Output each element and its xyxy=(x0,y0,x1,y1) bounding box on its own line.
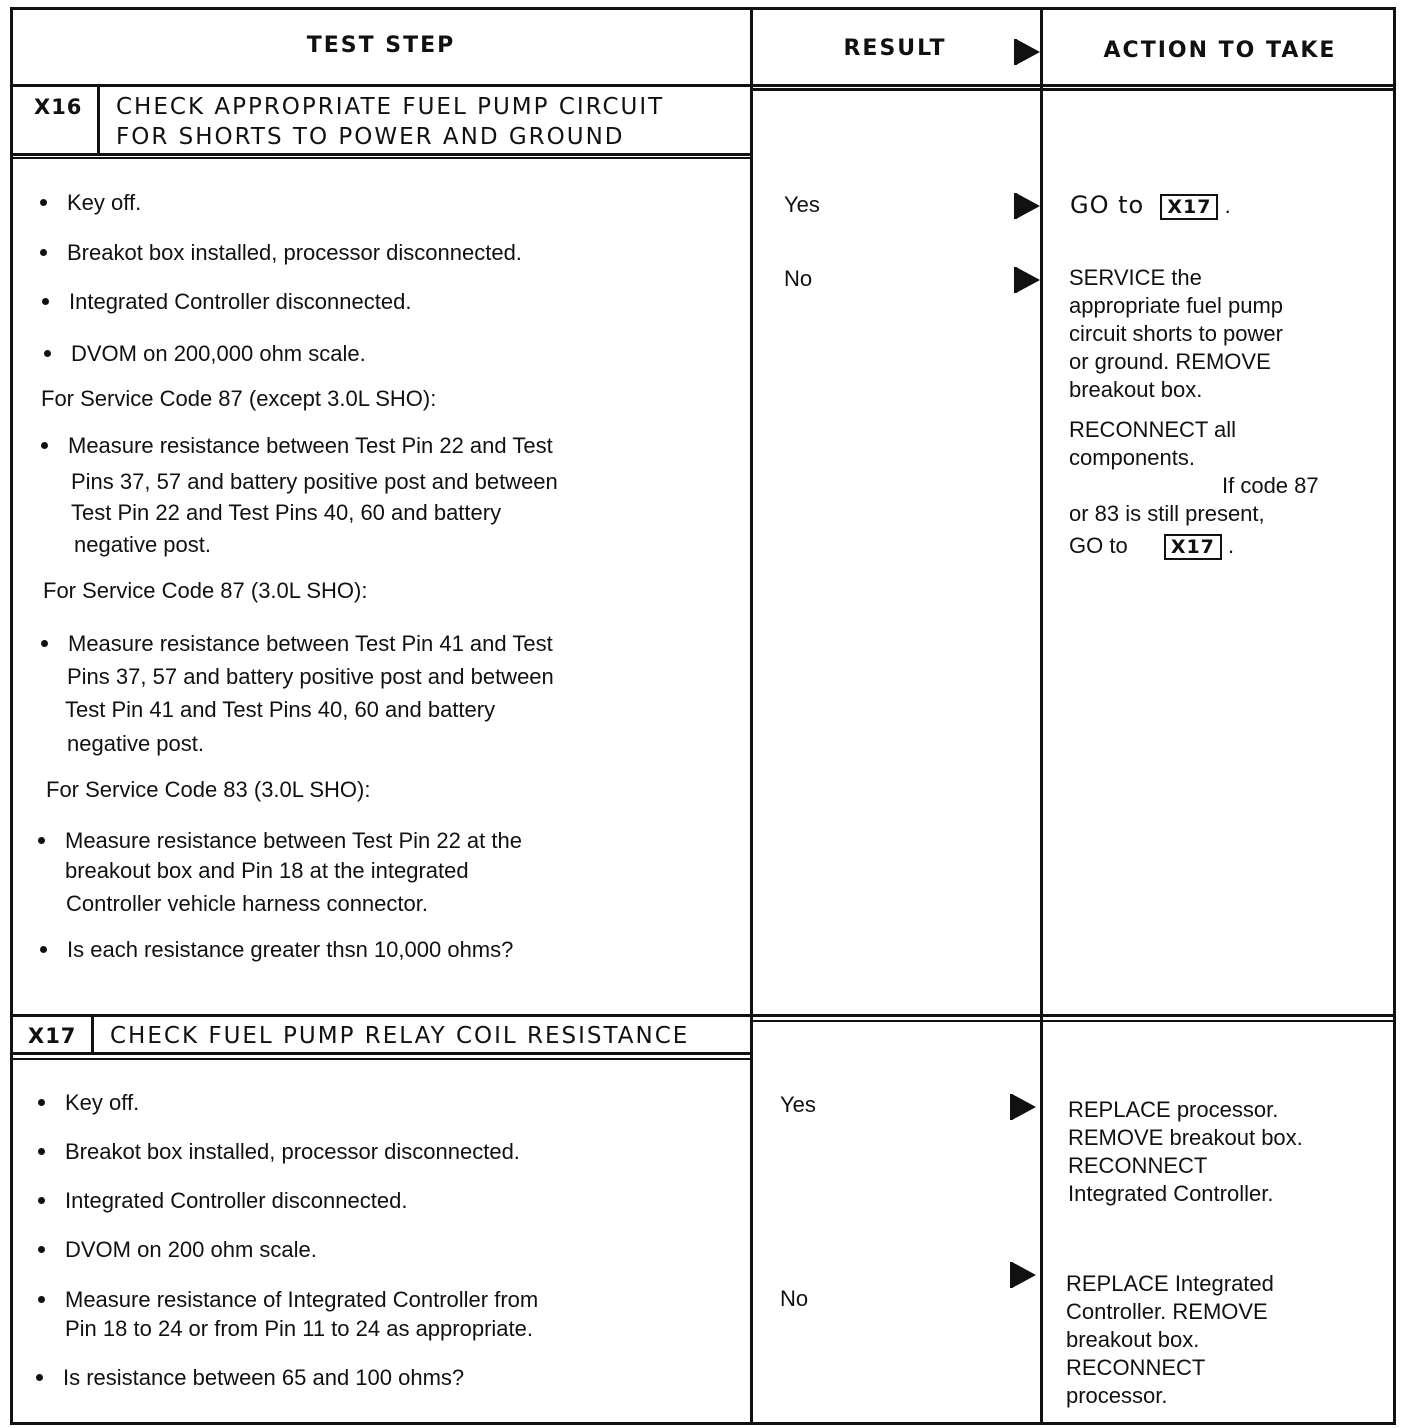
x16-text-line: negative post. xyxy=(74,532,211,557)
step-divider-inner xyxy=(753,1020,1395,1022)
x17-item-breakout-box: Breakot box installed, processor disconnected. xyxy=(65,1136,520,1167)
x16-item-controller: Integrated Controller disconnected. xyxy=(69,286,411,317)
x16-text-line: Test Pin 22 and Test Pins 40, 60 and battery xyxy=(71,500,502,525)
x16-action-no-go-prefix: GO to xyxy=(1069,533,1128,558)
x16-item-measure-22-pin18: Measure resistance between Test Pin 22 at the xyxy=(65,825,522,856)
x16-text-line: Test Pin 41 and Test Pins 40, 60 and battery xyxy=(65,697,496,722)
x17-action-no xyxy=(1066,1270,1274,1410)
x17-step-title: CHECK FUEL PUMP RELAY COIL RESISTANCE xyxy=(110,1023,690,1049)
x16-action-no-go-ref: X17 xyxy=(1164,534,1222,560)
x17-action-no-line: RECONNECT xyxy=(1066,1355,1206,1380)
header-test-step: TEST STEP xyxy=(306,33,456,58)
x16-action-yes-ref: X17 xyxy=(1160,194,1218,220)
x17-item-controller: Integrated Controller disconnected. xyxy=(65,1185,407,1216)
x17-item-question: Is resistance between 65 and 100 ohms? xyxy=(63,1362,464,1393)
x17-yes-arrow-icon xyxy=(1012,1094,1036,1120)
x16-item-question: Is each resistance greater thsn 10,000 ohms? xyxy=(67,934,513,965)
x16-action-no-go xyxy=(1069,532,1319,560)
x16-yes-arrow-icon xyxy=(1016,193,1040,219)
step-divider xyxy=(10,1014,1396,1017)
x17-action-no-line: breakout box. xyxy=(1066,1327,1200,1352)
x16-title-bottom xyxy=(13,153,753,156)
x16-no-arrow-icon xyxy=(1016,267,1040,293)
x16-result-yes: Yes xyxy=(784,192,820,217)
header-divider xyxy=(13,84,1395,87)
x16-subhead-83-sho: For Service Code 83 (3.0L SHO): xyxy=(46,777,371,802)
x17-step-id: X17 xyxy=(28,1024,77,1048)
x16-step-title-line1: CHECK APPROPRIATE FUEL PUMP CIRCUIT xyxy=(116,94,665,120)
header-arrow-icon xyxy=(1016,39,1040,65)
x16-item-breakout-box: Breakot box installed, processor disconnected. xyxy=(67,237,522,268)
x17-item-measure: Measure resistance of Integrated Controller from xyxy=(65,1284,538,1315)
x17-action-yes-line: REMOVE breakout box. xyxy=(1068,1125,1303,1150)
x16-action-yes-go: GO to xyxy=(1070,191,1145,219)
x17-result-yes: Yes xyxy=(780,1092,816,1117)
x17-no-arrow-icon xyxy=(1012,1262,1036,1288)
column-divider-action xyxy=(1040,8,1043,1424)
x16-text-line: Controller vehicle harness connector. xyxy=(66,891,428,916)
x17-action-yes-line: RECONNECT xyxy=(1068,1153,1208,1178)
x16-item-key-off: Key off. xyxy=(67,187,141,218)
x17-action-yes xyxy=(1068,1096,1303,1208)
x17-item-key-off: Key off. xyxy=(65,1087,139,1118)
x17-text-line: Pin 18 to 24 or from Pin 11 to 24 as appropriate. xyxy=(65,1316,533,1341)
x16-action-no xyxy=(1069,264,1319,560)
x17-action-no-line: processor. xyxy=(1066,1383,1168,1408)
x16-item-measure-41: Measure resistance between Test Pin 41 and Test xyxy=(68,628,553,659)
x16-text-line: negative post. xyxy=(67,731,204,756)
x17-id-divider xyxy=(91,1016,94,1054)
x16-action-no-line: or 83 is still present, xyxy=(1069,501,1265,526)
x17-item-dvom: DVOM on 200 ohm scale. xyxy=(65,1234,317,1265)
x16-id-divider xyxy=(97,86,100,154)
x16-action-no-line: components. xyxy=(1069,445,1195,470)
x16-text-line: breakout box and Pin 18 at the integrated xyxy=(65,858,469,883)
header-result: RESULT xyxy=(843,36,947,61)
header-action: ACTION TO TAKE xyxy=(1103,38,1337,63)
x16-result-no: No xyxy=(784,266,813,291)
x16-item-dvom: DVOM on 200,000 ohm scale. xyxy=(71,338,366,369)
x16-subhead-87-except: For Service Code 87 (except 3.0L SHO): xyxy=(41,386,437,411)
column-divider-result xyxy=(750,8,753,1424)
x17-result-no: No xyxy=(780,1286,809,1311)
x16-subhead-87-sho: For Service Code 87 (3.0L SHO): xyxy=(43,578,368,603)
x16-action-no-line: RECONNECT all xyxy=(1069,417,1237,442)
x16-action-no-line: breakout box. xyxy=(1069,377,1203,402)
x17-action-yes-line: Integrated Controller. xyxy=(1068,1181,1274,1206)
x17-action-no-line: Controller. REMOVE xyxy=(1066,1299,1268,1324)
x16-action-no-line: appropriate fuel pump xyxy=(1069,293,1284,318)
x16-item-measure-22: Measure resistance between Test Pin 22 and Test xyxy=(68,430,553,461)
x16-action-no-go-suffix: . xyxy=(1228,533,1235,558)
x17-action-no-line: REPLACE Integrated xyxy=(1066,1271,1274,1296)
x16-title-bottom-inner xyxy=(13,157,753,159)
x16-text-line: Pins 37, 57 and battery positive post and between xyxy=(67,664,554,689)
x16-step-id: X16 xyxy=(34,95,83,119)
x16-action-no-line: If code 87 xyxy=(1222,473,1319,498)
x17-title-bottom xyxy=(10,1052,750,1055)
x17-title-bottom-inner xyxy=(10,1058,750,1060)
x16-action-yes-suffix: . xyxy=(1224,193,1231,218)
x16-action-no-line: circuit shorts to power xyxy=(1069,321,1283,346)
x17-action-yes-line: REPLACE processor. xyxy=(1068,1097,1279,1122)
header-divider-right xyxy=(753,88,1395,91)
x16-action-no-line: SERVICE the xyxy=(1069,265,1202,290)
x16-action-no-line: or ground. REMOVE xyxy=(1069,349,1271,374)
x16-step-title-line2: FOR SHORTS TO POWER AND GROUND xyxy=(116,124,625,150)
x16-text-line: Pins 37, 57 and battery positive post and between xyxy=(71,469,558,494)
x16-action-yes xyxy=(1070,191,1231,220)
